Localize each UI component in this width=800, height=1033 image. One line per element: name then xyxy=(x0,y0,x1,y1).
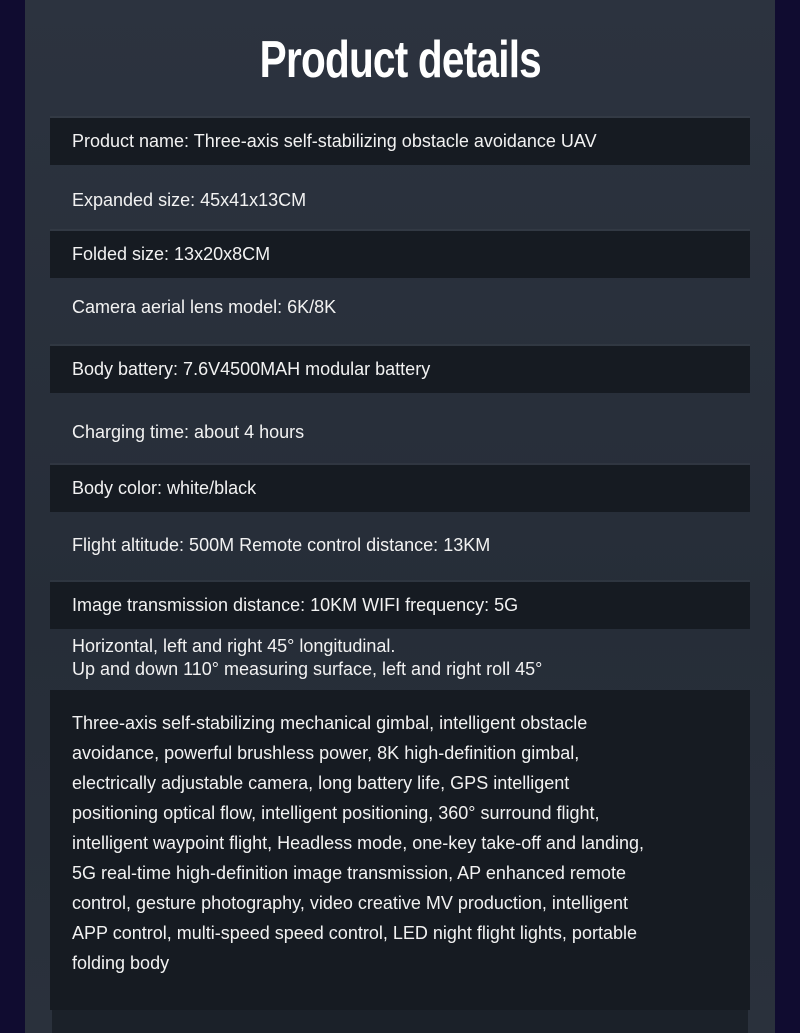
spec-text: Body battery: 7.6V4500MAH modular battery xyxy=(72,359,431,379)
description-line: avoidance, powerful brushless power, 8K high-definition gimbal, xyxy=(72,743,580,763)
description-line: positioning optical flow, intelligent positioning, 360° surround flight, xyxy=(72,803,600,823)
description-line: 5G real-time high-definition image transmission, AP enhanced remote xyxy=(72,863,626,883)
spec-text: Folded size: 13x20x8CM xyxy=(72,244,271,264)
feature-description xyxy=(50,690,750,1010)
spec-row xyxy=(50,177,750,223)
page-title-text: Product details xyxy=(259,31,541,89)
spec-row xyxy=(50,346,750,393)
spec-text: Product name: Three-axis self-stabilizing obstacle avoidance UAV xyxy=(72,131,597,151)
description-line: control, gesture photography, video creative MV production, intelligent xyxy=(72,893,628,913)
spec-row xyxy=(50,118,750,165)
page-title xyxy=(0,30,800,90)
spec-text: Image transmission distance: 10KM WIFI frequency: 5G xyxy=(72,595,519,615)
description-line: APP control, multi-speed speed control, LED night flight lights, portable xyxy=(72,923,637,943)
spec-row xyxy=(50,465,750,512)
gimbal-range-row xyxy=(50,632,750,684)
description-line: electrically adjustable camera, long battery life, GPS intelligent xyxy=(72,773,570,793)
spec-text: Expanded size: 45x41x13CM xyxy=(72,189,307,210)
spec-text: Charging time: about 4 hours xyxy=(72,421,305,442)
spec-row xyxy=(50,409,750,455)
spec-row xyxy=(50,284,750,330)
gimbal-line: Up and down 110° measuring surface, left and right roll 45° xyxy=(72,659,543,679)
description-line: folding body xyxy=(72,953,170,973)
gimbal-line: Horizontal, left and right 45° longitudinal. xyxy=(72,636,396,656)
spec-row xyxy=(50,582,750,629)
description-line: intelligent waypoint flight, Headless mode, one-key take-off and landing, xyxy=(72,833,645,853)
spec-row xyxy=(50,231,750,278)
spec-text: Body color: white/black xyxy=(72,478,257,498)
bottom-block xyxy=(52,1010,748,1033)
description-line: Three-axis self-stabilizing mechanical gimbal, intelligent obstacle xyxy=(72,713,588,733)
spec-text: Camera aerial lens model: 6K/8K xyxy=(72,296,337,317)
spec-text: Flight altitude: 500M Remote control distance: 13KM xyxy=(72,534,491,555)
spec-row xyxy=(50,522,750,568)
